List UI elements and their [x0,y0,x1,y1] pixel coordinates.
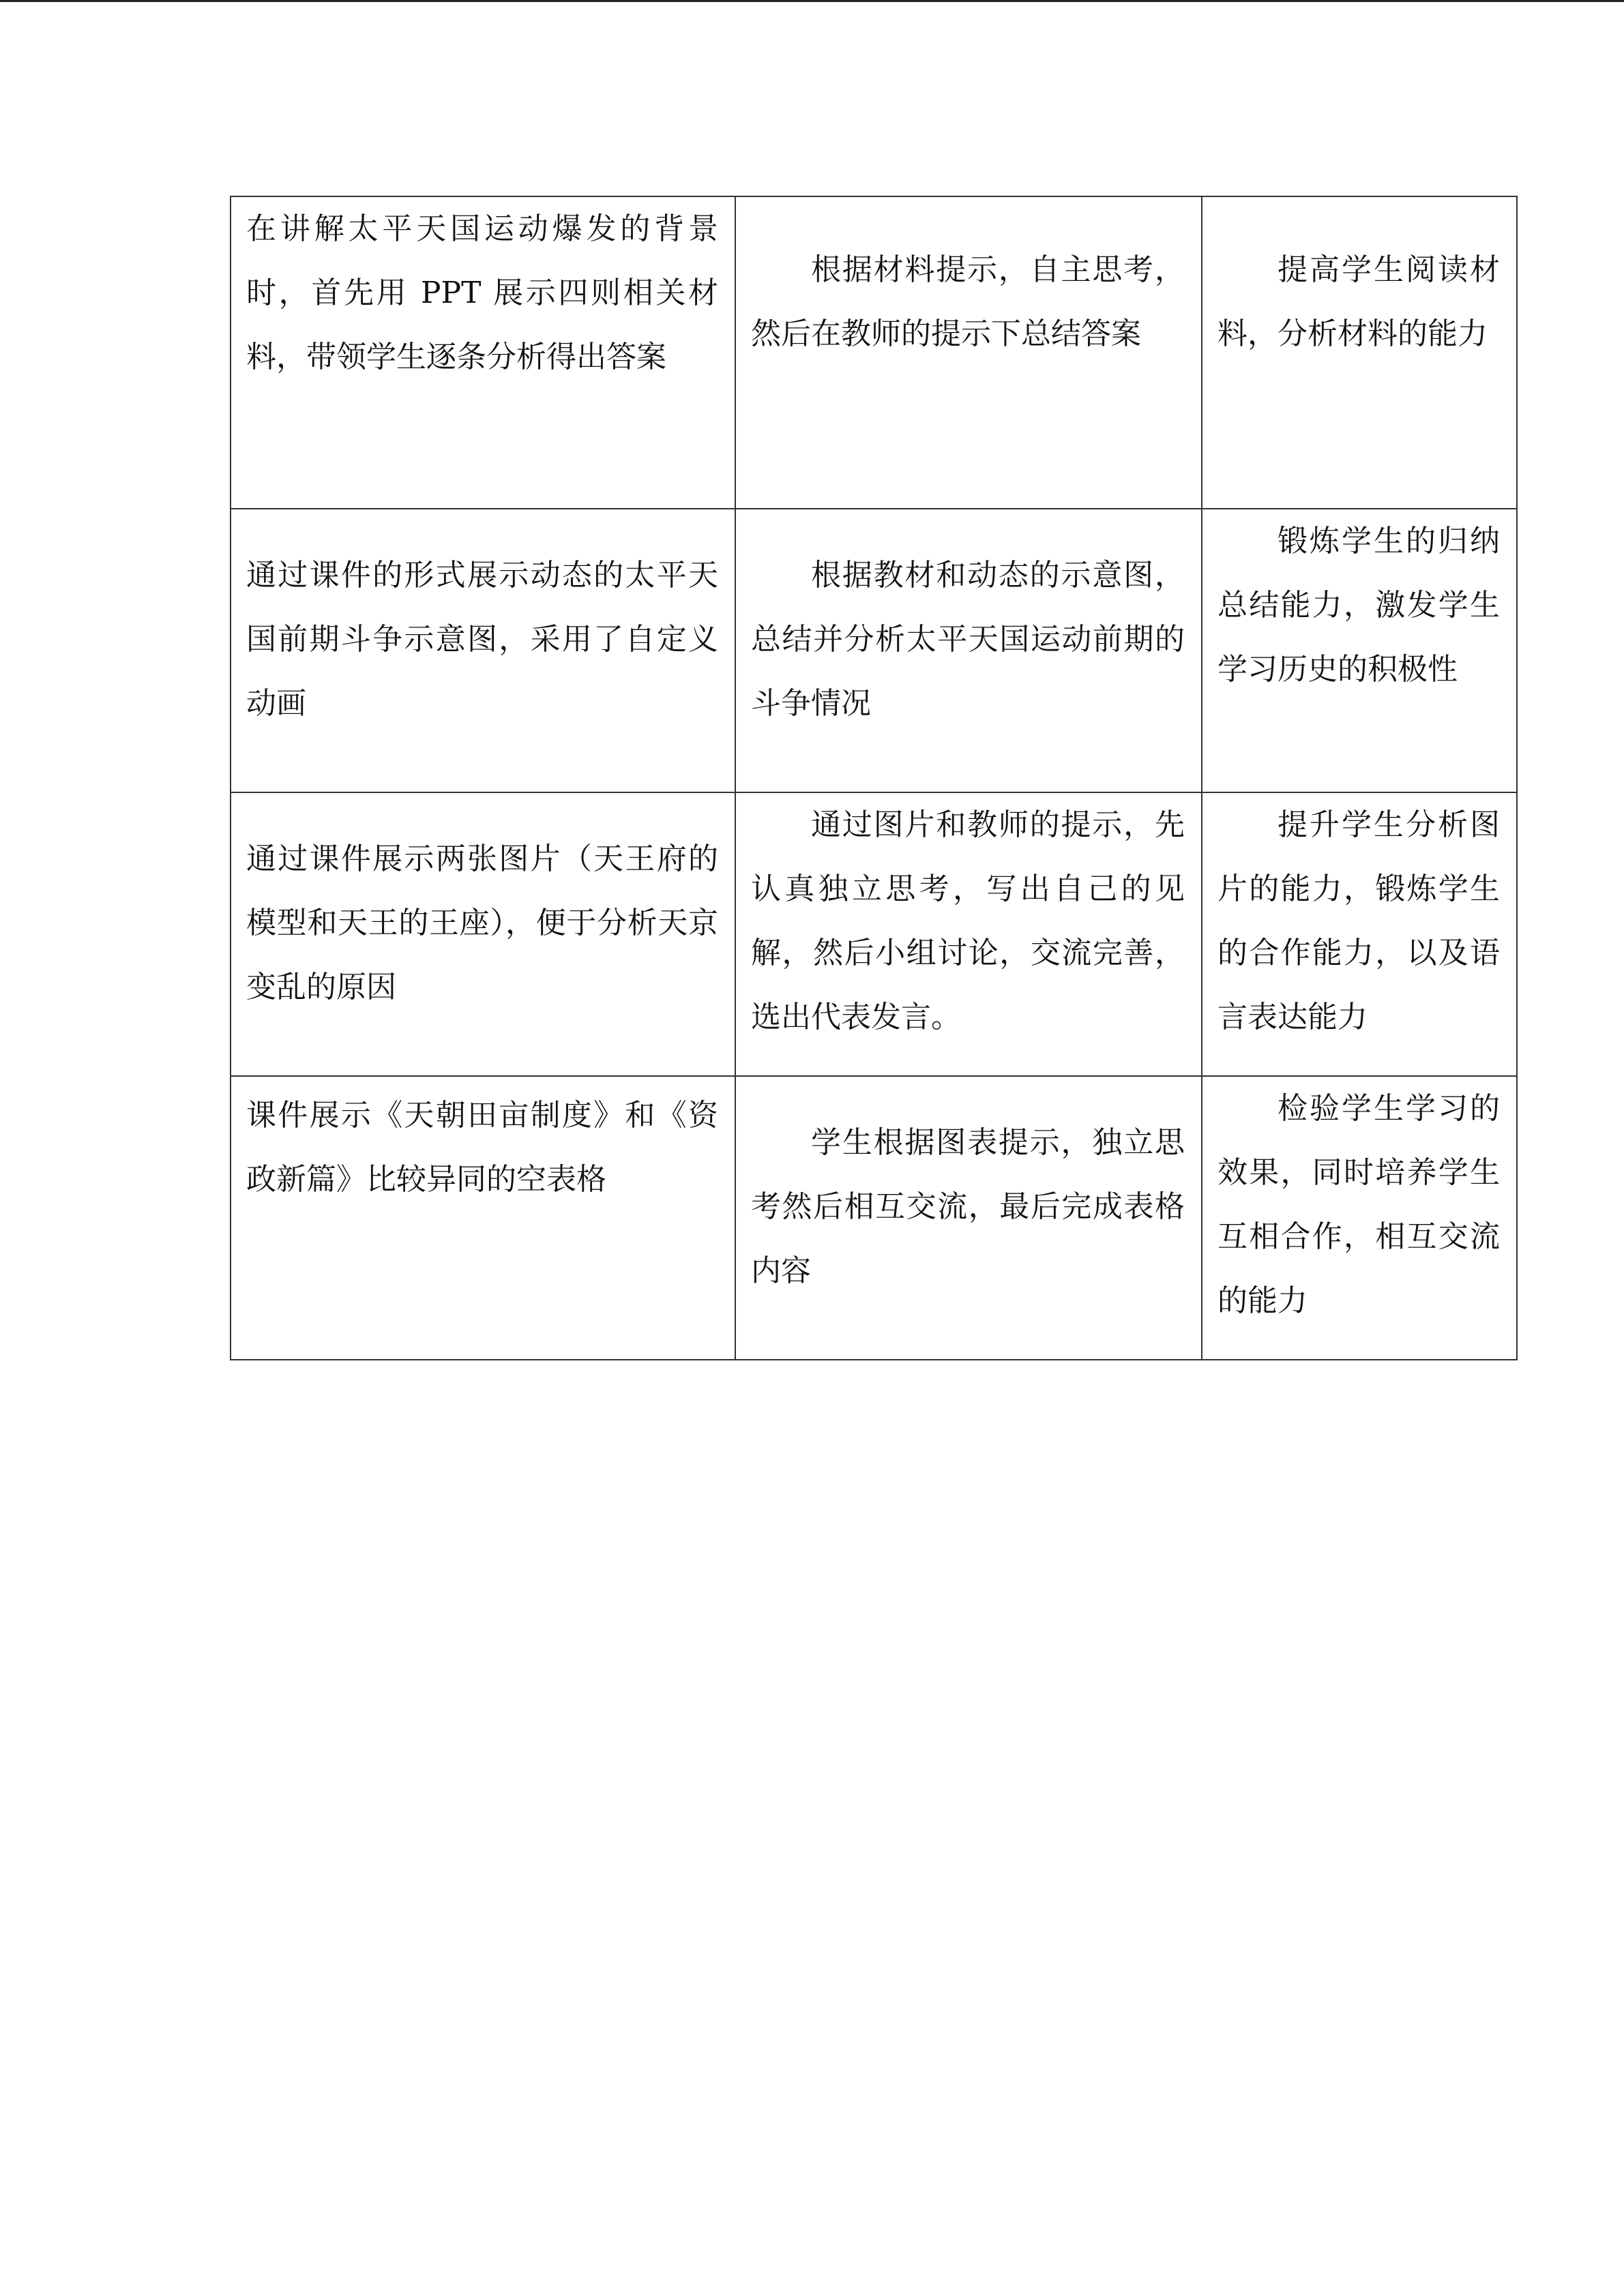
student-activity-cell [735,196,1202,509]
teacher-activity-text: 通过课件展示两张图片（天王府的模型和天王的王座），便于分析天京变乱的原因 [246,841,718,1004]
lesson-plan-table [230,196,1518,1360]
teacher-activity-text: 在讲解太平天国运动爆发的背景时，首先用 PPT 展示四则相关材料，带领学生逐条分析得出答案 [246,211,718,374]
student-activity-text: 根据教材和动态的示意图，总结并分析太平天国运动前期的斗争情况 [751,558,1185,721]
design-intent-cell [1202,196,1517,509]
table-row [231,792,1517,1076]
teacher-activity-text: 课件展示《天朝田亩制度》和《资政新篇》比较异同的空表格 [246,1098,718,1197]
teacher-activity-cell [231,1076,735,1360]
student-activity-text: 根据材料提示，自主思考，然后在教师的提示下总结答案 [751,252,1185,351]
design-intent-cell [1202,509,1517,792]
page-top-border [0,0,1624,2]
student-activity-text: 通过图片和教师的提示，先认真独立思考，写出自己的见解，然后小组讨论，交流完善，选出代表发言。 [751,807,1185,1034]
design-intent-text: 提高学生阅读材料，分析材料的能力 [1217,252,1500,351]
table-row [231,1076,1517,1360]
student-activity-text: 学生根据图表提示，独立思考然后相互交流，最后完成表格内容 [751,1125,1185,1288]
teacher-activity-cell [231,792,735,1076]
teacher-activity-cell [231,509,735,792]
table-row [231,196,1517,509]
design-intent-cell [1202,1076,1517,1360]
design-intent-text: 提升学生分析图片的能力，锻炼学生的合作能力，以及语言表达能力 [1217,807,1500,1034]
teacher-activity-cell [231,196,735,509]
design-intent-text: 锻炼学生的归纳总结能力，激发学生学习历史的积极性 [1217,524,1500,687]
student-activity-cell [735,509,1202,792]
teacher-activity-text: 通过课件的形式展示动态的太平天国前期斗争示意图，采用了自定义动画 [246,558,718,721]
student-activity-cell [735,1076,1202,1360]
design-intent-cell [1202,792,1517,1076]
student-activity-cell [735,792,1202,1076]
design-intent-text: 检验学生学习的效果，同时培养学生互相合作，相互交流的能力 [1217,1091,1500,1318]
table-row [231,509,1517,792]
